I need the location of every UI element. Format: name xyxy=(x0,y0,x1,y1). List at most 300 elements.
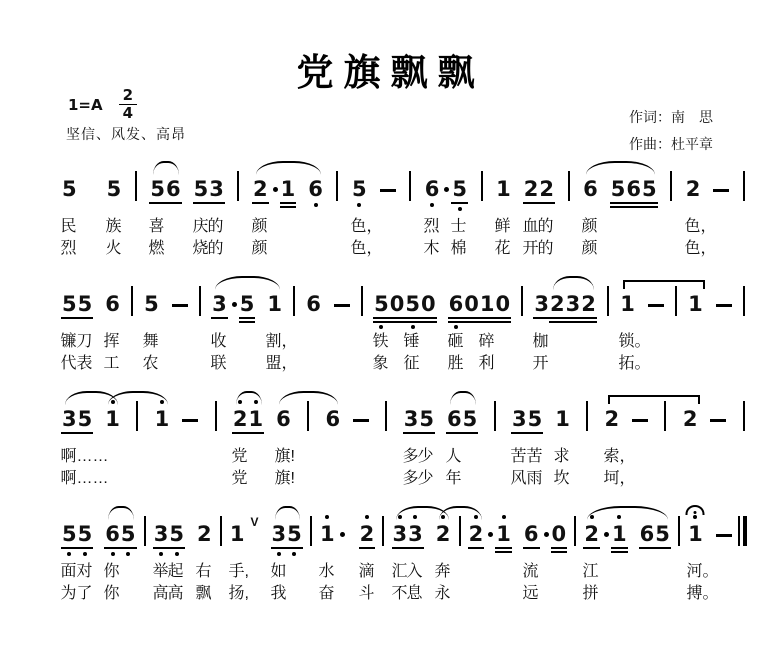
underline-sixteenth xyxy=(610,206,627,208)
note-digit: 5 xyxy=(405,292,420,316)
lyric-syllable: 铁 xyxy=(372,333,389,350)
score-line xyxy=(62,272,747,387)
note-digit: 2 xyxy=(253,177,268,201)
underline-eighth xyxy=(479,317,496,319)
note-digit: 1 xyxy=(496,177,511,201)
note-token xyxy=(688,522,703,546)
note-token xyxy=(320,522,335,546)
lyric-syllable: 农 xyxy=(142,355,159,372)
note-token xyxy=(626,177,641,201)
lyric-syllable: 颜 xyxy=(251,240,268,257)
note-token xyxy=(463,407,478,431)
note-token xyxy=(405,292,420,316)
slur-arc xyxy=(450,391,476,405)
lyric-syllable: 的 xyxy=(537,240,554,257)
duration-dash xyxy=(632,419,648,422)
note-token xyxy=(230,522,245,546)
underline-eighth xyxy=(538,202,555,204)
underline-eighth xyxy=(583,547,600,549)
note-token xyxy=(581,292,596,316)
duration-dash xyxy=(172,304,188,307)
lyric-syllable: 流 xyxy=(522,563,539,580)
lyric-syllable: 砸 xyxy=(447,333,464,350)
note-digit: 5 xyxy=(655,522,670,546)
low-octave-dot xyxy=(292,552,296,556)
note-digit: 5 xyxy=(193,177,209,201)
lyric-syllable: 滴 xyxy=(358,563,375,580)
underline-eighth xyxy=(61,317,78,319)
lyric-syllable: 江 xyxy=(582,563,599,580)
augmentation-dot xyxy=(488,532,493,537)
note-digit: 6 xyxy=(325,407,341,431)
note-token xyxy=(107,177,122,201)
note-token xyxy=(524,177,539,201)
barline-thin xyxy=(738,516,740,546)
note-token xyxy=(713,189,729,201)
barline xyxy=(136,401,138,431)
underline-eighth xyxy=(407,547,424,549)
augmentation-dot xyxy=(604,532,609,537)
note-digit: 5 xyxy=(77,292,93,316)
measure xyxy=(150,177,224,201)
underline-eighth xyxy=(551,547,568,549)
barline xyxy=(743,286,745,316)
lyric-syllable: 民 xyxy=(60,218,77,235)
note-digit: 5 xyxy=(77,522,93,546)
barline xyxy=(664,401,666,431)
note-token xyxy=(62,292,77,316)
barline xyxy=(220,516,222,546)
underline-eighth xyxy=(286,547,303,549)
lyric-syllable: 烧 xyxy=(192,240,209,257)
note-token xyxy=(716,534,732,546)
augmentation-dot xyxy=(340,532,345,537)
slur-arc xyxy=(153,161,179,175)
note-token xyxy=(611,177,626,201)
measure xyxy=(320,522,374,546)
time-signature-denominator: 4 xyxy=(122,104,134,122)
lyric-syllable: 入 xyxy=(406,563,423,580)
note-token xyxy=(484,532,495,546)
note-token xyxy=(249,407,264,431)
underline-eighth xyxy=(271,547,288,549)
barline xyxy=(307,401,309,431)
underline-eighth xyxy=(641,202,658,204)
lyric-syllable: 年 xyxy=(445,470,462,487)
note-token xyxy=(642,177,657,201)
measure xyxy=(688,292,732,316)
note-token xyxy=(449,292,464,316)
note-digit: 0 xyxy=(551,522,567,546)
note-token xyxy=(550,292,565,316)
note-token xyxy=(452,177,467,201)
underline-sixteenth xyxy=(549,321,566,323)
note-digit: 2 xyxy=(523,177,539,201)
underline-eighth xyxy=(252,202,269,204)
notes-row xyxy=(62,515,747,546)
underline-eighth xyxy=(232,432,249,434)
lyric-syllable: 士 xyxy=(450,218,467,235)
barline xyxy=(144,516,146,546)
lyric-syllable: 色， xyxy=(684,218,717,235)
note-token xyxy=(281,177,296,201)
note-token xyxy=(688,292,703,316)
note-token xyxy=(62,522,77,546)
underline-eighth xyxy=(625,202,642,204)
lyric-syllable: 远 xyxy=(522,585,539,602)
note-token xyxy=(105,292,120,316)
measure xyxy=(688,522,732,546)
underline-eighth xyxy=(654,547,671,549)
underline-sixteenth xyxy=(389,321,406,323)
underline-eighth xyxy=(533,317,550,319)
note-digit: 5 xyxy=(144,292,159,316)
lyric-syllable: 求 xyxy=(553,448,570,465)
lyric-syllable: 颜 xyxy=(251,218,268,235)
note-token xyxy=(233,407,248,431)
lyric-syllable: 坷， xyxy=(603,470,636,487)
breath-mark-icon: V xyxy=(250,515,259,529)
underline-eighth xyxy=(511,432,528,434)
note-token xyxy=(78,292,93,316)
note-token xyxy=(121,522,136,546)
note-digit: 3 xyxy=(565,292,581,316)
note-token xyxy=(552,522,567,546)
lyric-syllable: 色， xyxy=(350,240,383,257)
lyric-syllable: 啊…… xyxy=(60,448,109,465)
lyric-syllable: 旗! xyxy=(274,470,295,487)
measure xyxy=(620,292,664,316)
underline-sixteenth xyxy=(625,206,642,208)
underline-sixteenth xyxy=(641,206,658,208)
note-token xyxy=(464,292,479,316)
note-token xyxy=(655,522,670,546)
note-digit: 3 xyxy=(403,407,419,431)
note-digit: 1 xyxy=(280,177,296,201)
underline-eighth xyxy=(120,547,137,549)
lyric-syllable: 象 xyxy=(372,355,389,372)
barline xyxy=(494,401,496,431)
underline-eighth xyxy=(462,432,479,434)
notes-row xyxy=(62,290,747,316)
barline xyxy=(743,401,745,431)
note-token xyxy=(105,407,120,431)
music-score xyxy=(62,157,747,617)
underline-sixteenth xyxy=(495,551,512,553)
note-token xyxy=(648,304,664,316)
lyric-syllable: 我 xyxy=(270,585,287,602)
lyric-syllable: 起 xyxy=(167,563,184,580)
lyric-syllable: 开 xyxy=(532,355,549,372)
lyric-syllable: 旗! xyxy=(274,448,295,465)
low-octave-dot xyxy=(83,552,87,556)
note-digit: 0 xyxy=(389,292,405,316)
note-digit: 0 xyxy=(495,292,511,316)
note-token xyxy=(308,177,323,201)
lyric-syllable: 烈 xyxy=(423,218,440,235)
lyric-syllable: 枷 xyxy=(532,333,549,350)
barline xyxy=(574,516,576,546)
note-token xyxy=(555,407,570,431)
lyric-syllable: 挥 xyxy=(103,333,120,350)
note-digit: 2 xyxy=(685,177,701,201)
note-token xyxy=(166,177,181,201)
barline xyxy=(607,286,609,316)
note-digit: 6 xyxy=(306,292,321,316)
underline-sixteenth xyxy=(239,321,256,323)
note-token xyxy=(144,292,159,316)
lyric-syllable: 苦 xyxy=(510,448,527,465)
note-digit: 6 xyxy=(276,407,291,431)
lyric-syllable: 举 xyxy=(152,563,169,580)
note-digit: 5 xyxy=(150,177,165,201)
lyric-syllable: 不 xyxy=(391,585,408,602)
barline xyxy=(293,286,295,316)
measure xyxy=(425,177,467,201)
note-digit: 3 xyxy=(62,407,77,431)
note-digit: 6 xyxy=(523,522,539,546)
measure xyxy=(583,177,657,201)
note-token xyxy=(496,292,511,316)
note-digit: 6 xyxy=(105,292,120,316)
measure xyxy=(534,292,596,316)
underline-eighth xyxy=(248,432,265,434)
note-token xyxy=(336,532,347,546)
lyric-syllable: 刀 xyxy=(76,333,93,350)
note-digit: 1 xyxy=(555,407,570,431)
lyric-syllable: 雨 xyxy=(526,470,543,487)
measure xyxy=(352,177,396,201)
low-octave-dot xyxy=(111,552,115,556)
note-digit: 2 xyxy=(539,177,554,201)
fermata-dot xyxy=(694,511,697,514)
note-token xyxy=(390,292,405,316)
underline-eighth xyxy=(495,547,512,549)
low-octave-dot xyxy=(67,552,71,556)
note-token xyxy=(447,407,462,431)
credits xyxy=(629,104,713,158)
note-digit: 2 xyxy=(581,292,596,316)
note-token xyxy=(155,407,170,431)
note-digit: 1 xyxy=(688,522,703,546)
note-token xyxy=(421,292,436,316)
underline-eighth xyxy=(448,317,465,319)
measure xyxy=(144,292,188,316)
lyric-syllable: 汇 xyxy=(391,563,408,580)
measure xyxy=(62,407,120,431)
underline-eighth xyxy=(153,547,170,549)
underline-eighth xyxy=(446,432,463,434)
duration-dash xyxy=(716,534,732,537)
slur-arc xyxy=(256,161,321,175)
note-token xyxy=(496,522,511,546)
note-digit: 5 xyxy=(374,292,389,316)
note-digit: 5 xyxy=(120,522,136,546)
underline-eighth xyxy=(373,317,390,319)
note-token xyxy=(169,522,184,546)
lyric-syllable: 对 xyxy=(76,563,93,580)
tempo-mood-marking: 坚信、风发、高昂 xyxy=(66,126,186,142)
lyric-syllable: 盟， xyxy=(265,355,298,372)
barline xyxy=(199,286,201,316)
duration-dash xyxy=(716,304,732,307)
note-token xyxy=(194,177,209,201)
underline-eighth xyxy=(418,432,435,434)
note-digit: 5 xyxy=(287,522,302,546)
note-token xyxy=(404,407,419,431)
note-digit: 2 xyxy=(682,407,698,431)
augmentation-dot xyxy=(232,302,237,307)
note-digit: 1 xyxy=(229,522,245,546)
note-digit: 3 xyxy=(408,522,423,546)
note-token xyxy=(683,407,698,431)
barline xyxy=(382,516,384,546)
measure xyxy=(306,292,350,316)
note-token xyxy=(566,292,581,316)
low-octave-dot xyxy=(277,552,281,556)
slur-arc xyxy=(108,506,134,520)
note-token xyxy=(524,522,539,546)
underline-eighth xyxy=(403,432,420,434)
lyric-syllable: 啊…… xyxy=(60,470,109,487)
augmentation-dot xyxy=(273,187,278,192)
note-digit: 5 xyxy=(610,177,626,201)
high-octave-dot xyxy=(325,515,329,519)
note-token xyxy=(62,177,77,201)
underline-eighth xyxy=(610,202,627,204)
underline-eighth xyxy=(565,317,582,319)
slur-arc xyxy=(586,161,655,175)
underline-eighth xyxy=(463,317,480,319)
notes-row xyxy=(62,405,747,431)
slur-arc xyxy=(439,506,482,520)
underline-eighth xyxy=(61,547,78,549)
note-token xyxy=(620,292,635,316)
note-digit: 5 xyxy=(239,292,255,316)
lyric-syllable: 坎 xyxy=(553,470,570,487)
underline-eighth xyxy=(77,317,94,319)
measure xyxy=(469,522,567,546)
note-digit: 3 xyxy=(271,522,287,546)
note-token xyxy=(496,177,511,201)
barline xyxy=(481,171,483,201)
duration-dash xyxy=(380,189,396,192)
note-token xyxy=(306,292,321,316)
note-token xyxy=(334,304,350,316)
note-digit: 1 xyxy=(105,407,120,431)
note-token xyxy=(182,419,198,431)
lyric-syllable: 了 xyxy=(76,585,93,602)
barline-thick xyxy=(743,516,747,546)
lyric-syllable: 烈 xyxy=(60,240,77,257)
lyric-syllable: 锤 xyxy=(403,333,420,350)
lyric-syllable: 颜 xyxy=(581,240,598,257)
note-digit: 6 xyxy=(447,407,462,431)
underline-eighth xyxy=(193,202,210,204)
note-digit: 0 xyxy=(464,292,479,316)
lyric-syllable: 搏。 xyxy=(686,585,719,602)
note-token xyxy=(352,177,367,201)
note-token xyxy=(209,177,224,201)
note-token xyxy=(380,189,396,201)
lyric-syllable: 血 xyxy=(522,218,539,235)
note-token xyxy=(240,292,255,316)
note-token xyxy=(640,522,655,546)
note-token xyxy=(534,292,549,316)
lyric-syllable: 永 xyxy=(434,585,451,602)
underline-eighth xyxy=(165,202,182,204)
slur-arc xyxy=(279,391,338,405)
note-token xyxy=(276,407,291,431)
note-token xyxy=(78,407,93,431)
note-token xyxy=(440,187,451,201)
underline-eighth xyxy=(451,202,468,204)
measure xyxy=(605,407,649,431)
underline-eighth xyxy=(77,432,94,434)
note-digit: 1 xyxy=(496,522,511,546)
note-token xyxy=(710,419,726,431)
note-digit: 6 xyxy=(166,177,181,201)
note-token xyxy=(480,292,495,316)
underline-eighth xyxy=(389,317,406,319)
note-token xyxy=(540,532,551,546)
duration-dash xyxy=(353,419,369,422)
note-digit: 1 xyxy=(612,522,627,546)
lyric-syllable: 的 xyxy=(207,240,224,257)
lyric-syllable: 党 xyxy=(231,470,248,487)
note-digit: 1 xyxy=(248,407,264,431)
underline-eighth xyxy=(523,202,540,204)
lyric-syllable: 族 xyxy=(105,218,122,235)
underline-sixteenth xyxy=(495,321,512,323)
measure xyxy=(230,516,302,546)
note-digit: 6 xyxy=(308,177,323,201)
note-digit: 5 xyxy=(77,407,93,431)
underline-eighth xyxy=(149,202,166,204)
note-token xyxy=(228,302,239,316)
note-token xyxy=(253,177,268,201)
note-token xyxy=(408,522,423,546)
lyric-syllable: 割， xyxy=(265,333,298,350)
lyric-syllable: 棉 xyxy=(450,240,467,257)
underline-sixteenth xyxy=(611,551,628,553)
low-octave-dot xyxy=(357,203,361,207)
note-token xyxy=(353,419,369,431)
underline-sixteenth xyxy=(463,321,480,323)
note-digit: 3 xyxy=(153,522,169,546)
underline-sixteenth xyxy=(551,551,568,553)
lyric-syllable: 你 xyxy=(103,563,120,580)
note-digit: 5 xyxy=(62,522,77,546)
underline-eighth xyxy=(61,432,78,434)
lyric-syllable: 面 xyxy=(60,563,77,580)
barline xyxy=(743,171,745,201)
lyric-syllable: 多 xyxy=(402,470,419,487)
note-digit: 3 xyxy=(534,292,550,316)
note-digit: 6 xyxy=(105,522,120,546)
note-token xyxy=(583,177,598,201)
key-label: 1=A xyxy=(68,95,103,114)
note-digit: 0 xyxy=(421,292,436,316)
underline-sixteenth xyxy=(448,321,465,323)
slur-arc xyxy=(275,506,300,520)
underline-eighth xyxy=(420,317,437,319)
note-digit: 5 xyxy=(642,177,657,201)
lyric-syllable: 联 xyxy=(210,355,227,372)
note-token xyxy=(528,407,543,431)
underline-eighth xyxy=(359,547,376,549)
underline-sixteenth xyxy=(280,206,297,208)
